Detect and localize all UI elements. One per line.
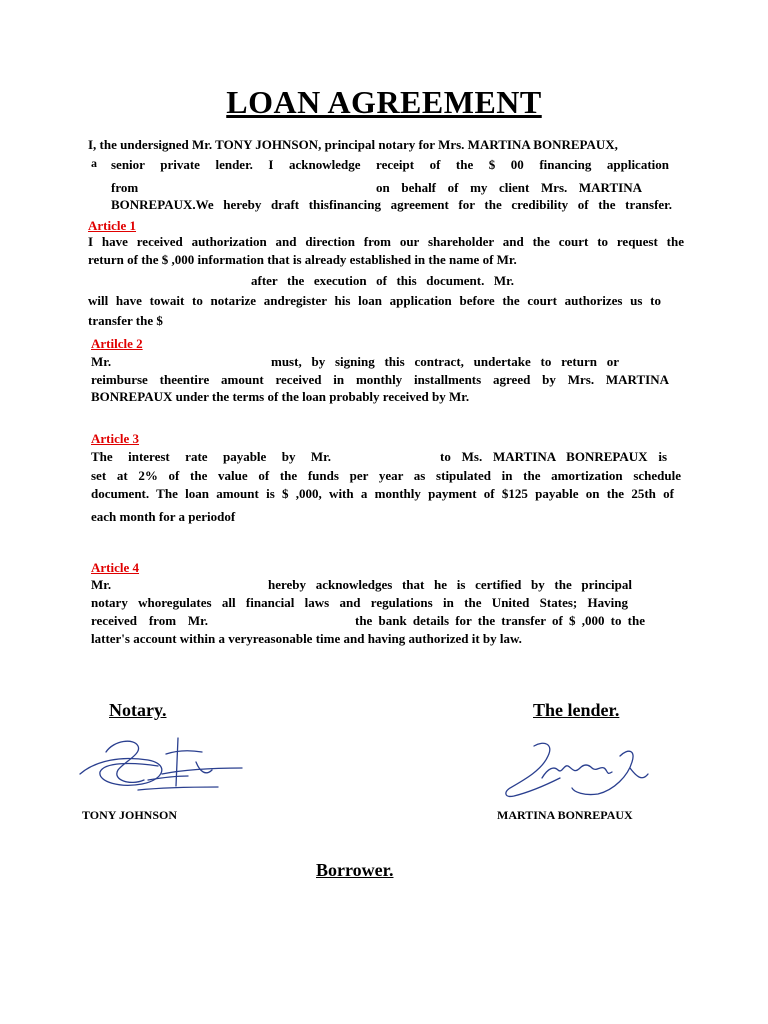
article-4-line-1-end: hereby acknowledges that he is certified by the principal	[268, 577, 632, 592]
lender-signature	[502, 738, 652, 802]
article-3-line-1-end: to Ms. MARTINA BONREPAUX is	[440, 449, 667, 464]
lender-name: MARTINA BONREPAUX	[497, 808, 633, 822]
article-2-heading: Artilcle 2	[91, 336, 143, 351]
article-3-line-1-start: The interest rate payable by Mr.	[91, 449, 331, 464]
lender-heading: The lender.	[533, 700, 620, 720]
borrower-heading: Borrower.	[316, 860, 394, 880]
article-4-line-1-start: Mr.	[91, 577, 112, 592]
article-3-line-3: document. The loan amount is $ ,000, with a monthly payment of $125 payable on the 25th of	[91, 486, 674, 501]
intro-bullet: a	[91, 156, 97, 170]
article-4-line-4: latter's account within a veryreasonable time and having authorized it by law.	[91, 631, 522, 646]
intro-line-2: senior private lender. I acknowledge receipt of the $ 00 financing application	[111, 157, 669, 172]
article-1-line-3: after the execution of this document. Mr.	[251, 273, 514, 288]
article-1-line-5: transfer the $	[88, 313, 163, 328]
article-1-line-2: return of the $ ,000 information that is already established in the name of Mr.	[88, 252, 517, 267]
notary-heading: Notary.	[109, 700, 167, 720]
notary-signature	[78, 732, 248, 796]
article-4-heading: Article 4	[91, 560, 140, 575]
notary-name: TONY JOHNSON	[82, 808, 178, 822]
article-4-line-2: notary whoregulates all financial laws and regulations in the United States; Having	[91, 595, 628, 610]
article-4-line-3-end: the bank details for the transfer of $ ,000 to the	[355, 613, 645, 628]
intro-line-4: BONREPAUX.We hereby draft thisfinancing agreement for the credibility of the transfer.	[111, 197, 672, 212]
article-3-line-4: each month for a periodof	[91, 509, 236, 524]
article-2-line-2: reimburse theentire amount received in monthly installments agreed by Mrs. MARTINA	[91, 372, 669, 387]
article-2-line-1-end: must, by signing this contract, undertake to return or	[271, 354, 619, 369]
intro-line-3-start: from	[111, 180, 139, 195]
article-1-heading: Article 1	[88, 218, 137, 233]
article-2-line-1-start: Mr.	[91, 354, 112, 369]
intro-line-3-end: on behalf of my client Mrs. MARTINA	[376, 180, 642, 195]
document-title: LOAN AGREEMENT	[226, 84, 542, 120]
article-1-line-1: I have received authorization and direction from our shareholder and the court to request the	[88, 234, 684, 249]
article-1-line-4: will have towait to notarize andregister his loan application before the court authorizes us to	[88, 293, 661, 308]
article-4-line-3-start: received from Mr.	[91, 613, 208, 628]
intro-line-1: I, the undersigned Mr. TONY JOHNSON, principal notary for Mrs. MARTINA BONREPAUX,	[88, 137, 618, 152]
article-3-heading: Article 3	[91, 431, 140, 446]
article-3-line-2: set at 2% of the value of the funds per year as stipulated in the amortization schedule	[91, 468, 681, 483]
article-2-line-3: BONREPAUX under the terms of the loan probably received by Mr.	[91, 389, 470, 404]
